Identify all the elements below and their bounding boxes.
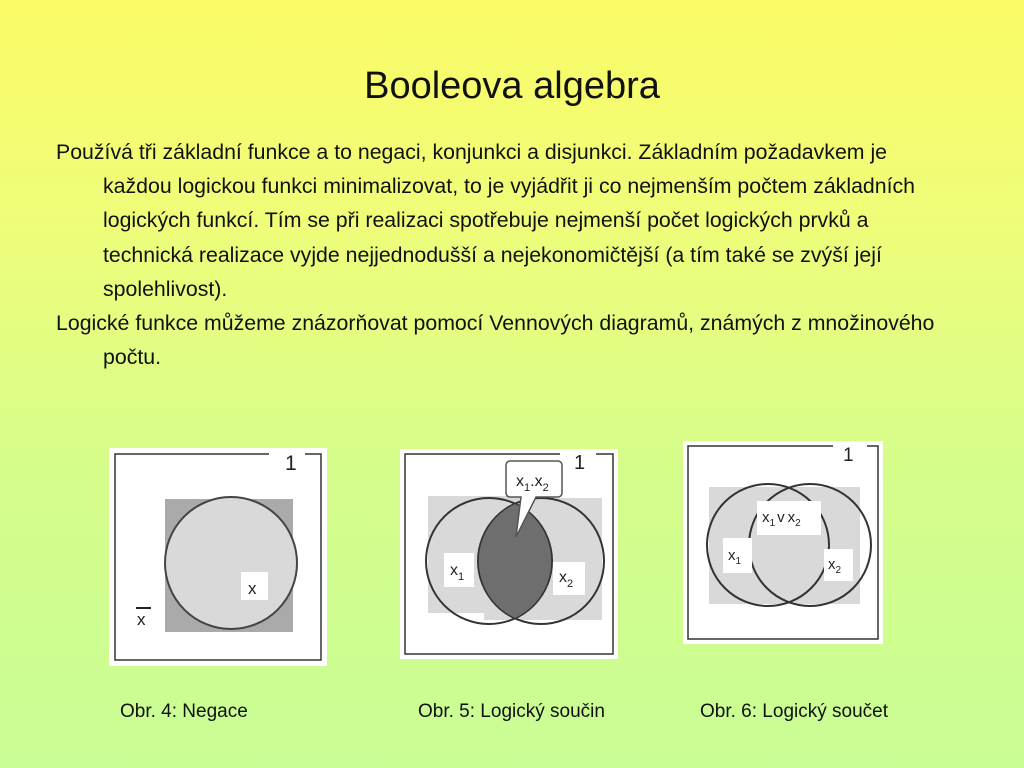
paragraph-boolean-functions: Používá tři základní funkce a to negaci, konjunkci a disjunkci. Základním požadavkem je každou logickou funkci minimalizovat, to je vyjádřit ji co nejmenším počtem základních logických funkcí. Tím se při realizaci spotřebuje nejmenší počet logických prvků a technická realizace vyjde nejjednodušší a nejekonomičtější (a tím také se zvýší její spolehlivost). xyxy=(56,140,916,301)
paragraph-venn-diagrams: Logické funkce můžeme znázorňovat pomocí Vennových diagramů, známých z množinového počtu. xyxy=(56,311,935,370)
caption-logical-product: Obr. 5: Logický součin xyxy=(418,701,605,722)
caption-negation: Obr. 4: Negace xyxy=(120,701,248,722)
caption-logical-sum: Obr. 6: Logický součet xyxy=(700,701,888,722)
set-x1-label: $x_1$ xyxy=(450,562,465,583)
set-x2-label: $x_2$ xyxy=(828,556,842,576)
product-label: $x_1.x_2$ xyxy=(516,473,549,494)
set-x2-label: $x_2$ xyxy=(559,569,574,590)
figure-logical-sum xyxy=(683,441,883,644)
body-text xyxy=(56,135,956,374)
figure-negation xyxy=(109,448,327,666)
universe-label: 1 xyxy=(285,452,297,475)
x-bar-label: x xyxy=(137,610,146,629)
figure-logical-product xyxy=(400,449,618,659)
slide-title: Booleova algebra xyxy=(364,65,660,107)
universe-label: 1 xyxy=(574,452,586,474)
universe-label: 1 xyxy=(843,445,854,466)
set-x-circle xyxy=(165,497,297,629)
set-x1-label: $x_1$ xyxy=(728,547,742,567)
union-label: $x_1$ v $x_2$ xyxy=(762,509,801,529)
set-x-label: x xyxy=(248,579,257,598)
